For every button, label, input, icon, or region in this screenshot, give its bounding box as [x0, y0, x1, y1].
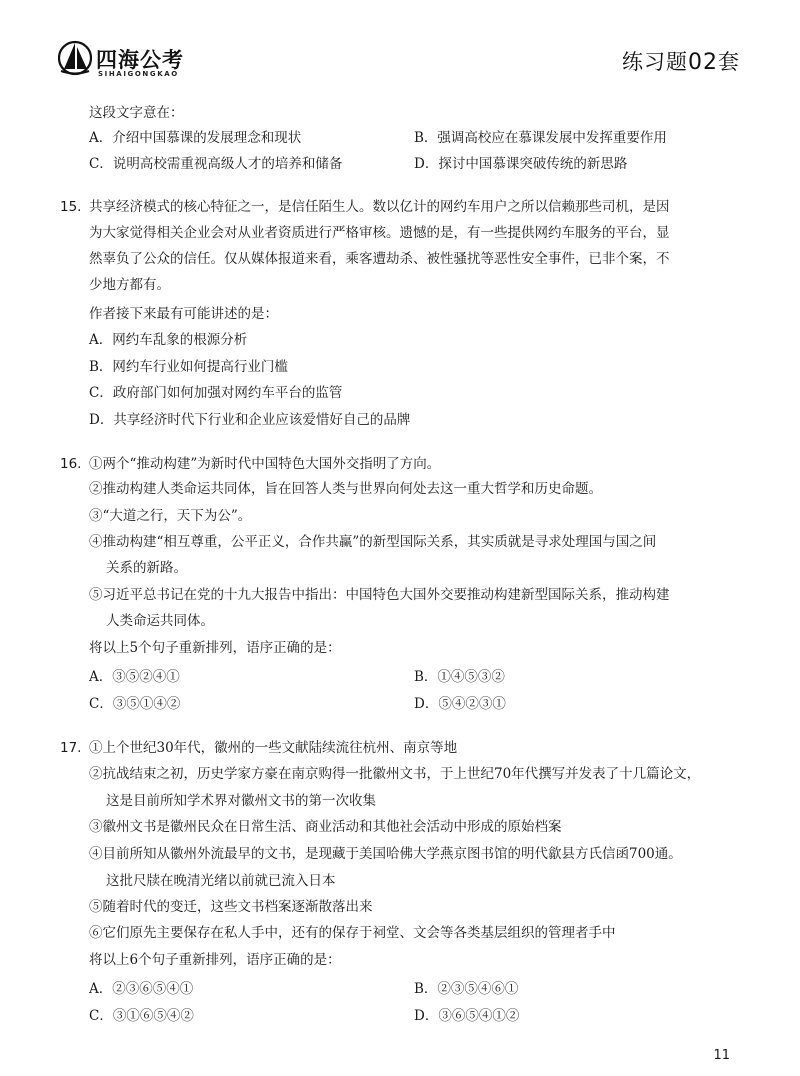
q16-sentence-5: ⑤习近平总书记在党的十九大报告中指出：中国特色大国外交要推动构建新型国际关系，推动构建	[89, 587, 670, 603]
brand-name: 四海公考	[96, 48, 184, 72]
q16-option-c: C．③⑤①④②	[89, 696, 181, 712]
q17-option-c: C．③①⑥⑤④②	[89, 1008, 194, 1024]
q15-option-b: B．网约车行业如何提高行业门槛	[89, 359, 288, 375]
q16-option-b: B．①④⑤③②	[414, 669, 505, 685]
q17-sentence-2-cont: 这是目前所知学术界对徽州文书的第一次收集	[106, 793, 376, 809]
q14-option-a: A．介绍中国慕课的发展理念和现状	[89, 130, 302, 146]
q17-sentence-4: ④目前所知从徽州外流最早的文书，是现藏于美国哈佛大学燕京图书馆的明代歙县方氏信函700通。	[89, 846, 682, 862]
q15-passage-line: 少地方都有。	[89, 277, 170, 293]
q14-option-d: D．探讨中国慕课突破传统的新思路	[414, 156, 628, 172]
q16-sentence-5-cont: 人类命运共同体。	[106, 613, 214, 629]
q16-sentence-4: ④推动构建“相互尊重，公平正义，合作共赢”的新型国际关系，其实质就是寻求处理国与国之间	[89, 534, 657, 550]
set-number: 02	[688, 50, 718, 75]
q15-passage-line: 共享经济模式的核心特征之一，是信任陌生人。数以亿计的网约车用户之所以信赖那些司机，是因	[89, 199, 670, 215]
sailboat-logo-icon	[58, 38, 92, 78]
q17-sentence-6: ⑥它们原先主要保存在私人手中，还有的保存于祠堂、文会等各类基层组织的管理者手中	[89, 925, 616, 941]
q16-sentence-3: ③“大道之行，天下为公”。	[89, 508, 252, 524]
set-suffix: 套	[718, 50, 740, 74]
q15-option-c: C．政府部门如何加强对网约车平台的监管	[89, 385, 343, 401]
q17-option-d: D．③⑥⑤④①②	[414, 1008, 520, 1024]
q16-sentence-1: ①两个“推动构建”为新时代中国特色大国外交指明了方向。	[89, 456, 441, 472]
q16-stem: 将以上5个句子重新排列，语序正确的是：	[89, 640, 341, 656]
q17-sentence-1: ①上个世纪30年代，徽州的一些文献陆续流往杭州、南京等地	[89, 740, 458, 756]
q17-number: 17.	[60, 740, 82, 756]
q16-sentence-2: ②推动构建人类命运共同体，旨在回答人类与世界向何处去这一重大哲学和历史命题。	[89, 481, 602, 497]
page-number: 11	[713, 1048, 730, 1063]
q15-number: 15.	[60, 199, 82, 215]
q17-sentence-5: ⑤随着时代的变迁，这些文书档案逐渐散落出来	[89, 899, 373, 915]
q16-sentence-4-cont: 关系的新路。	[106, 560, 187, 576]
q14-stem: 这段文字意在：	[89, 105, 184, 121]
set-title-label: 练习题	[622, 50, 688, 74]
q15-passage-line: 为大家觉得相关企业会对从业者资质进行严格审核。遗憾的是，有一些提供网约车服务的平台，显	[89, 225, 670, 241]
q16-number: 16.	[60, 456, 82, 472]
q15-passage-line: 然辜负了公众的信任。仅从媒体报道来看，乘客遭劫杀、被性骚扰等恶性安全事件，已非个案，不	[89, 251, 670, 267]
q17-sentence-3: ③徽州文书是徽州民众在日常生活、商业活动和其他社会活动中形成的原始档案	[89, 819, 562, 835]
q17-option-a: A．②③⑥⑤④①	[89, 981, 194, 997]
q15-option-a: A．网约车乱象的根源分析	[89, 332, 248, 348]
q14-option-b: B．强调高校应在慕课发展中发挥重要作用	[414, 130, 667, 146]
q17-stem: 将以上6个句子重新排列，语序正确的是：	[89, 952, 341, 968]
q15-option-d: D．共享经济时代下行业和企业应该爱惜好自己的品牌	[89, 412, 411, 428]
q17-sentence-4-cont: 这批尺牍在晚清光绪以前就已流入日本	[106, 873, 336, 889]
brand-pinyin: SIHAIGONGKAO	[98, 70, 179, 78]
q17-sentence-2: ②抗战结束之初，历史学家方豪在南京购得一批徽州文书，于上世纪70年代撰写并发表了十几篇论文，	[89, 766, 701, 782]
page-header	[58, 38, 748, 86]
exercise-set-title	[622, 46, 740, 76]
q14-option-c: C．说明高校需重视高级人才的培养和储备	[89, 156, 343, 172]
q15-stem: 作者接下来最有可能讲述的是：	[89, 306, 278, 322]
q17-option-b: B．②③⑤④⑥①	[414, 981, 519, 997]
q16-option-d: D．⑤④②③①	[414, 696, 506, 712]
q16-option-a: A．③⑤②④①	[89, 669, 180, 685]
